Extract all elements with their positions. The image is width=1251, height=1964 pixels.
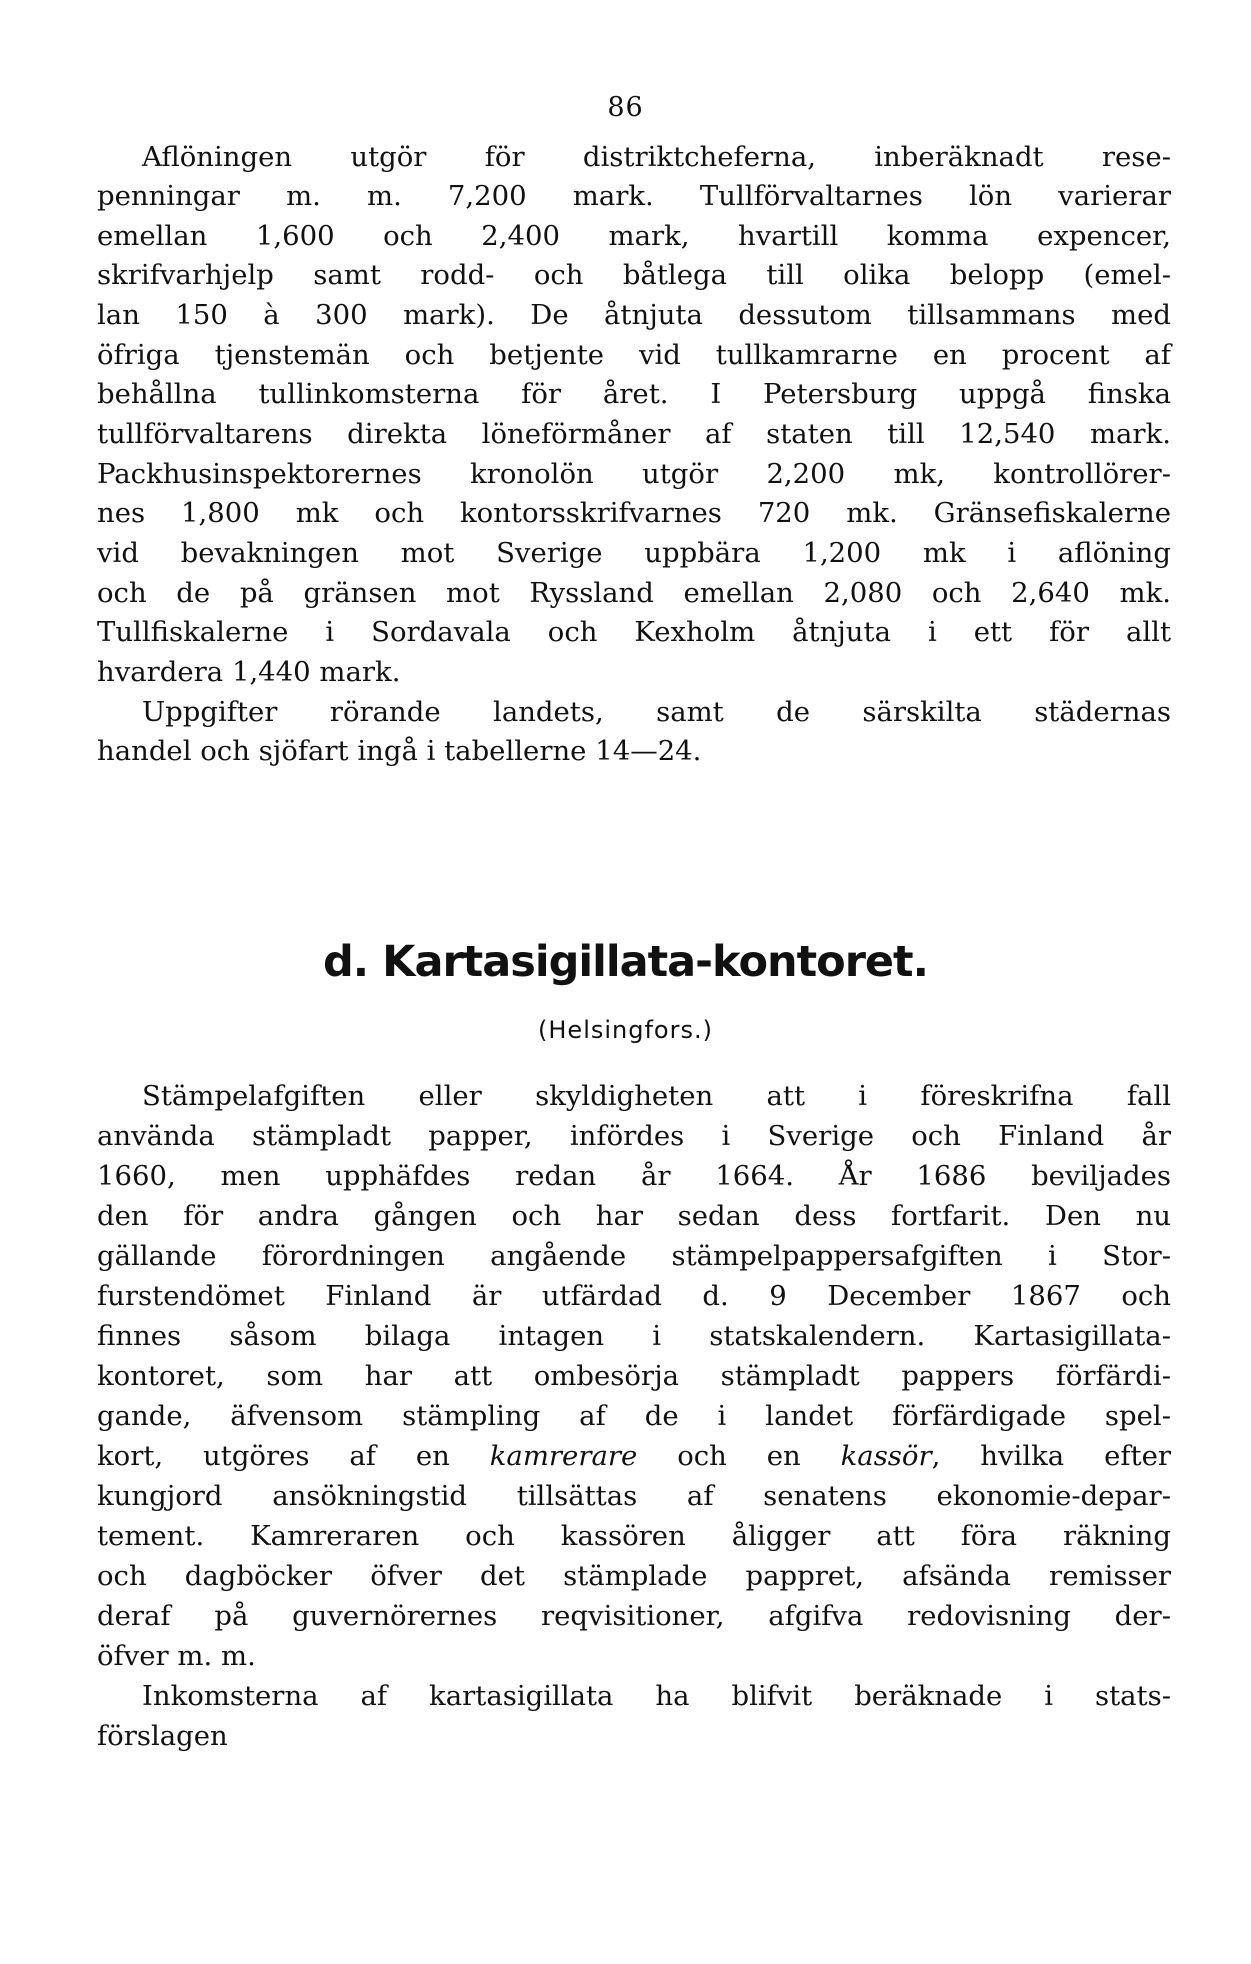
- text-line: öfver m. m.: [97, 1640, 256, 1672]
- page-number: 86: [607, 92, 644, 123]
- text-line: behållna tullinkomsterna för året. I Petersburg uppgå finska: [97, 378, 1171, 410]
- text-line: furstendömet Finland är utfärdad d. 9 December 1867 och: [97, 1280, 1171, 1312]
- text-line: 1660, men upphäfdes redan år 1664. År 1686 beviljades: [97, 1160, 1171, 1192]
- text-line: skrifvarhjelp samt rodd- och båtlega till olika belopp (emel-: [97, 259, 1171, 291]
- text-line: gande, äfvensom stämpling af de i landet förfärdigade spel-: [97, 1400, 1171, 1432]
- section-subheading: (Helsingfors.): [538, 1016, 713, 1044]
- emphasis-kamrerare: kamrerare: [489, 1440, 638, 1472]
- text-line: och de på gränsen mot Ryssland emellan 2,080 och 2,640 mk.: [97, 577, 1171, 609]
- text-line: använda stämpladt papper, infördes i Sverige och Finland år: [97, 1120, 1171, 1152]
- text-line: tullförvaltarens direkta löneförmåner af staten till 12,540 mark.: [97, 418, 1171, 450]
- text-line: vid bevakningen mot Sverige uppbära 1,200 mk i aflöning: [97, 537, 1171, 569]
- text-line: den för andra gången och har sedan dess fortfarit. Den nu: [97, 1200, 1171, 1232]
- text-span: kort, utgöres af en: [97, 1440, 490, 1472]
- text-line-with-emphasis: [97, 1436, 1171, 1476]
- text-span: , hvilka efter: [931, 1440, 1171, 1472]
- text-line: förslagen: [97, 1720, 228, 1752]
- text-line: Tullfiskalerne i Sordavala och Kexholm åtnjuta i ett för allt: [97, 616, 1171, 648]
- emphasis-kassor: kassör: [840, 1440, 932, 1472]
- text-line: handel och sjöfart ingå i tabellerne 14—24.: [97, 735, 702, 767]
- text-line: emellan 1,600 och 2,400 mark, hvartill komma expencer,: [97, 220, 1171, 252]
- text-line: finnes såsom bilaga intagen i statskalendern. Kartasigillata-: [97, 1320, 1171, 1352]
- section-heading: d. Kartasigillata-kontoret.: [323, 937, 928, 987]
- text-line: penningar m. m. 7,200 mark. Tullförvaltarnes lön varierar: [97, 180, 1171, 212]
- text-line: kungjord ansökningstid tillsättas af senatens ekonomie-depar-: [97, 1480, 1171, 1512]
- text-line: öfriga tjenstemän och betjente vid tullkamrarne en procent af: [97, 339, 1171, 371]
- text-line: och dagböcker öfver det stämplade pappret, afsända remisser: [97, 1560, 1171, 1592]
- text-line: kontoret, som har att ombesörja stämpladt pappers förfärdi-: [97, 1360, 1171, 1392]
- text-line: hvardera 1,440 mark.: [97, 656, 401, 688]
- text-line: Aflöningen utgör för distriktcheferna, inberäknadt rese-: [142, 141, 1171, 173]
- text-line: deraf på guvernörernes reqvisitioner, afgifva redovisning der-: [97, 1600, 1171, 1632]
- text-line: Uppgifter rörande landets, samt de särskilta städernas: [142, 696, 1171, 728]
- text-span: och en: [637, 1440, 841, 1472]
- text-line: tement. Kamreraren och kassören åligger att föra räkning: [97, 1520, 1171, 1552]
- text-line: Packhusinspektorernes kronolön utgör 2,200 mk, kontrollörer-: [97, 458, 1171, 490]
- text-line: Inkomsterna af kartasigillata ha blifvit beräknade i stats-: [142, 1680, 1171, 1712]
- text-line: lan 150 à 300 mark). De åtnjuta dessutom tillsammans med: [97, 299, 1171, 331]
- text-line: Stämpelafgiften eller skyldigheten att i föreskrifna fall: [142, 1080, 1171, 1112]
- text-line: gällande förordningen angående stämpelpappersafgiften i Stor-: [97, 1240, 1171, 1272]
- text-line: nes 1,800 mk och kontorsskrifvarnes 720 mk. Gränsefiskalerne: [97, 497, 1171, 529]
